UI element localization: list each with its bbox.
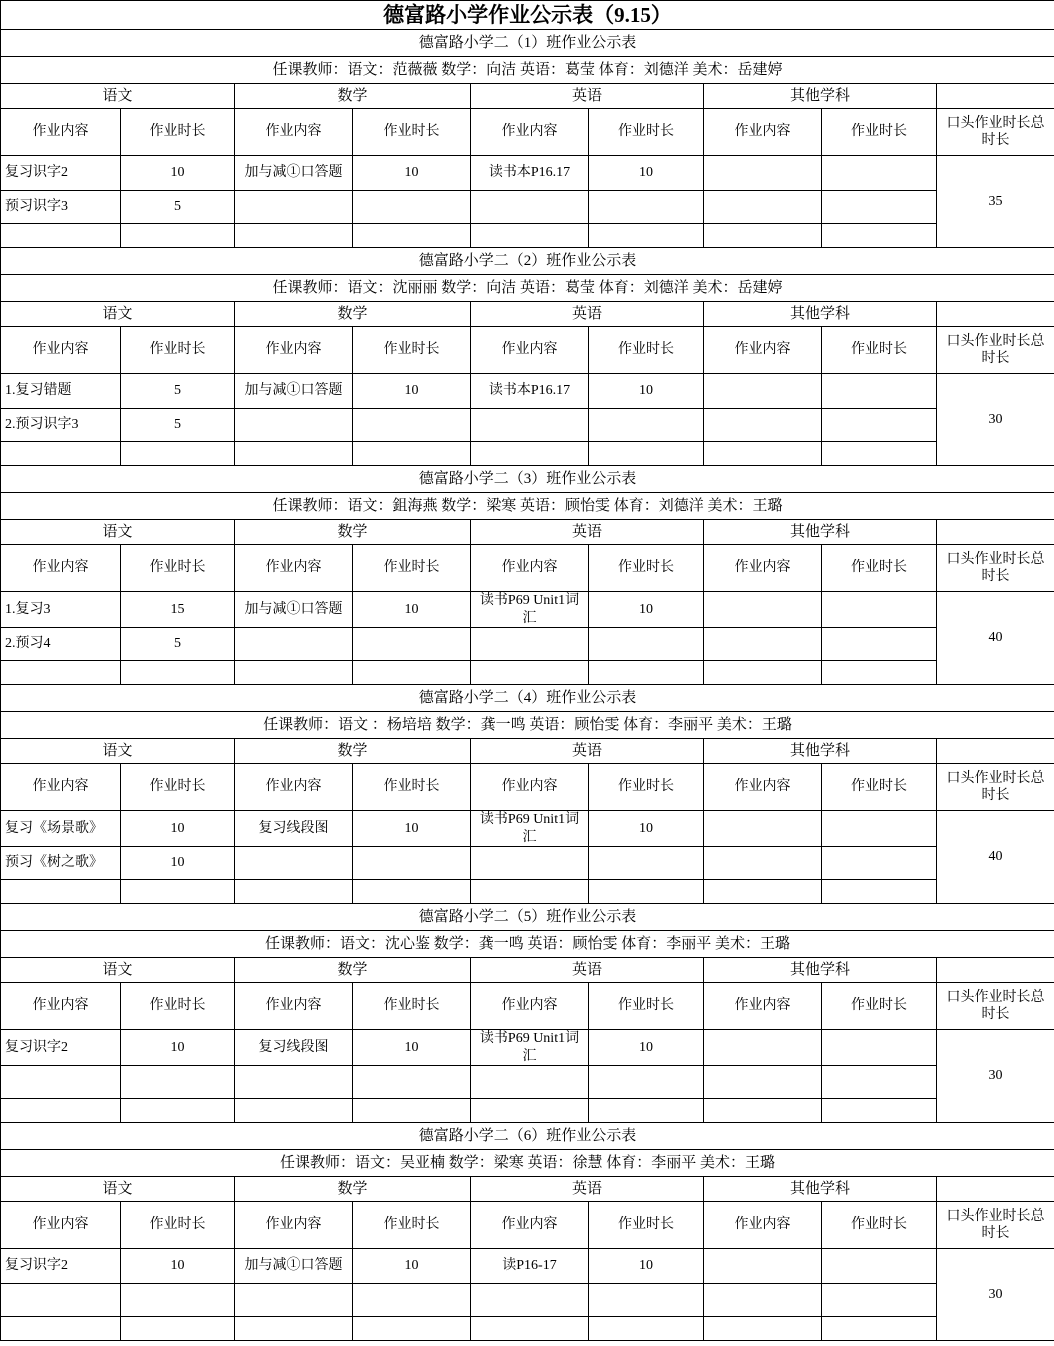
other-content-cell <box>704 628 822 661</box>
section-teachers: 任课教师：语文：范薇薇 数学：向洁 英语：葛莹 体育：刘德洋 美术：岳建婷 <box>1 57 1054 84</box>
section-teachers-row <box>1 931 1054 958</box>
chinese-duration-cell <box>121 1317 235 1341</box>
subject-header-math: 数学 <box>235 1177 471 1202</box>
chinese-content-cell <box>1 1099 121 1123</box>
section-teachers-row <box>1 275 1054 302</box>
subject-header-math: 数学 <box>235 958 471 983</box>
chinese-duration-cell <box>121 1284 235 1317</box>
math-content-header: 作业内容 <box>235 327 353 374</box>
english-content-header: 作业内容 <box>471 545 589 592</box>
chinese-duration-cell: 10 <box>121 156 235 191</box>
chinese-duration-cell <box>121 661 235 685</box>
other-duration-cell <box>822 1099 937 1123</box>
other-content-header: 作业内容 <box>704 545 822 592</box>
subject-header-row <box>1 958 1054 983</box>
english-content-cell: 读书P69 Unit1词汇 <box>471 811 589 847</box>
english-content-header: 作业内容 <box>471 1202 589 1249</box>
section-teachers: 任课教师：语文：鉏海燕 数学：梁寒 英语：顾怡雯 体育：刘德洋 美术：王璐 <box>1 493 1054 520</box>
other-duration-cell <box>822 409 937 442</box>
english-content-cell: 读书P69 Unit1词汇 <box>471 592 589 628</box>
chinese-duration-cell: 5 <box>121 628 235 661</box>
english-content-cell <box>471 1284 589 1317</box>
math-duration-cell <box>353 224 471 248</box>
chinese-content-header: 作业内容 <box>1 764 121 811</box>
math-content-cell <box>235 442 353 466</box>
math-duration-cell <box>353 191 471 224</box>
other-content-header: 作业内容 <box>704 983 822 1030</box>
chinese-duration-cell: 10 <box>121 811 235 847</box>
chinese-duration-cell <box>121 1099 235 1123</box>
other-duration-cell <box>822 1066 937 1099</box>
chinese-content-cell: 2.预习4 <box>1 628 121 661</box>
other-duration-cell <box>822 442 937 466</box>
subject-header-other: 其他学科 <box>704 739 937 764</box>
homework-row <box>1 628 1054 661</box>
math-content-cell <box>235 191 353 224</box>
other-duration-cell <box>822 156 937 191</box>
homework-row <box>1 191 1054 224</box>
chinese-content-header: 作业内容 <box>1 109 121 156</box>
english-duration-cell: 10 <box>589 1249 704 1284</box>
english-content-cell <box>471 628 589 661</box>
math-content-cell <box>235 409 353 442</box>
subject-header-chinese: 语文 <box>1 1177 235 1202</box>
math-content-header: 作业内容 <box>235 109 353 156</box>
chinese-duration-cell: 10 <box>121 1030 235 1066</box>
math-duration-header: 作业时长 <box>353 764 471 811</box>
math-content-cell <box>235 1284 353 1317</box>
other-content-cell <box>704 1066 822 1099</box>
english-duration-header: 作业时长 <box>589 983 704 1030</box>
english-duration-cell <box>589 442 704 466</box>
class-section <box>1 248 1054 466</box>
chinese-content-cell <box>1 880 121 904</box>
chinese-duration-cell: 10 <box>121 1249 235 1284</box>
english-duration-cell <box>589 661 704 685</box>
section-title: 德富路小学二（4）班作业公示表 <box>1 685 1054 712</box>
section-title-row <box>1 30 1054 57</box>
section-title-row <box>1 466 1054 493</box>
math-content-cell <box>235 661 353 685</box>
math-content-header: 作业内容 <box>235 545 353 592</box>
other-duration-cell <box>822 847 937 880</box>
english-content-cell <box>471 847 589 880</box>
other-content-cell <box>704 661 822 685</box>
math-content-cell: 加与减①口答题 <box>235 1249 353 1284</box>
chinese-duration-cell: 5 <box>121 374 235 409</box>
chinese-content-cell: 预习识字3 <box>1 191 121 224</box>
oral-total-header: 口头作业时长总时长 <box>937 327 1054 374</box>
chinese-content-cell: 复习识字2 <box>1 1249 121 1284</box>
math-duration-cell <box>353 1317 471 1341</box>
math-duration-header: 作业时长 <box>353 983 471 1030</box>
class-section <box>1 1123 1054 1341</box>
homework-row <box>1 1030 1054 1066</box>
oral-total-header: 口头作业时长总时长 <box>937 983 1054 1030</box>
math-duration-cell <box>353 1066 471 1099</box>
chinese-content-cell <box>1 1317 121 1341</box>
homework-row <box>1 224 1054 248</box>
english-content-cell: 读书本P16.17 <box>471 156 589 191</box>
subject-header-empty <box>937 520 1054 545</box>
section-teachers-row <box>1 493 1054 520</box>
math-content-cell: 加与减①口答题 <box>235 374 353 409</box>
other-content-cell <box>704 224 822 248</box>
oral-total-value: 40 <box>937 592 1054 685</box>
subject-header-english: 英语 <box>471 739 704 764</box>
math-content-cell: 加与减①口答题 <box>235 156 353 191</box>
math-duration-header: 作业时长 <box>353 109 471 156</box>
subject-header-math: 数学 <box>235 520 471 545</box>
other-duration-header: 作业时长 <box>822 764 937 811</box>
class-section <box>1 685 1054 904</box>
english-content-cell <box>471 880 589 904</box>
english-duration-cell <box>589 880 704 904</box>
other-content-cell <box>704 191 822 224</box>
math-content-cell <box>235 1099 353 1123</box>
subject-header-row <box>1 520 1054 545</box>
chinese-content-cell <box>1 1284 121 1317</box>
column-header-row <box>1 983 1054 1030</box>
column-header-row <box>1 545 1054 592</box>
subject-header-other: 其他学科 <box>704 1177 937 1202</box>
chinese-content-cell <box>1 224 121 248</box>
english-duration-header: 作业时长 <box>589 545 704 592</box>
math-content-cell <box>235 880 353 904</box>
other-duration-cell <box>822 1284 937 1317</box>
subject-header-english: 英语 <box>471 1177 704 1202</box>
subject-header-chinese: 语文 <box>1 302 235 327</box>
chinese-content-cell: 复习《场景歌》 <box>1 811 121 847</box>
chinese-duration-cell <box>121 224 235 248</box>
oral-total-value: 35 <box>937 156 1054 248</box>
section-teachers-row <box>1 712 1054 739</box>
other-content-cell <box>704 847 822 880</box>
other-duration-cell <box>822 661 937 685</box>
other-content-header: 作业内容 <box>704 764 822 811</box>
english-content-cell <box>471 224 589 248</box>
section-title: 德富路小学二（6）班作业公示表 <box>1 1123 1054 1150</box>
subject-header-math: 数学 <box>235 739 471 764</box>
homework-row <box>1 1249 1054 1284</box>
chinese-content-header: 作业内容 <box>1 545 121 592</box>
other-content-cell <box>704 1099 822 1123</box>
oral-total-header: 口头作业时长总时长 <box>937 764 1054 811</box>
section-title: 德富路小学二（3）班作业公示表 <box>1 466 1054 493</box>
section-title: 德富路小学二（2）班作业公示表 <box>1 248 1054 275</box>
other-content-cell <box>704 409 822 442</box>
section-title-row <box>1 904 1054 931</box>
column-header-row <box>1 327 1054 374</box>
chinese-duration-cell: 5 <box>121 191 235 224</box>
main-title-row <box>1 1 1054 30</box>
column-header-row <box>1 1202 1054 1249</box>
other-content-header: 作业内容 <box>704 327 822 374</box>
subject-header-english: 英语 <box>471 520 704 545</box>
math-duration-cell <box>353 661 471 685</box>
homework-row <box>1 156 1054 191</box>
section-title-row <box>1 1123 1054 1150</box>
oral-total-value: 40 <box>937 811 1054 904</box>
math-content-header: 作业内容 <box>235 1202 353 1249</box>
chinese-content-header: 作业内容 <box>1 983 121 1030</box>
english-duration-header: 作业时长 <box>589 1202 704 1249</box>
english-duration-cell: 10 <box>589 1030 704 1066</box>
class-section <box>1 30 1054 248</box>
math-duration-cell <box>353 847 471 880</box>
section-teachers: 任课教师：语文 ：杨培培 数学：龚一鸣 英语：顾怡雯 体育：李丽平 美术：王璐 <box>1 712 1054 739</box>
subject-header-chinese: 语文 <box>1 739 235 764</box>
math-duration-cell <box>353 442 471 466</box>
english-duration-cell: 10 <box>589 811 704 847</box>
section-title-row <box>1 685 1054 712</box>
math-duration-header: 作业时长 <box>353 545 471 592</box>
subject-header-empty <box>937 1177 1054 1202</box>
chinese-duration-cell: 15 <box>121 592 235 628</box>
english-content-cell: 读P16-17 <box>471 1249 589 1284</box>
other-duration-header: 作业时长 <box>822 1202 937 1249</box>
oral-total-header: 口头作业时长总时长 <box>937 1202 1054 1249</box>
other-content-cell <box>704 880 822 904</box>
subject-header-row <box>1 84 1054 109</box>
homework-row <box>1 374 1054 409</box>
subject-header-empty <box>937 958 1054 983</box>
other-content-cell <box>704 1249 822 1284</box>
other-content-cell <box>704 156 822 191</box>
english-duration-cell <box>589 847 704 880</box>
oral-total-header: 口头作业时长总时长 <box>937 109 1054 156</box>
subject-header-math: 数学 <box>235 84 471 109</box>
english-content-cell <box>471 409 589 442</box>
other-duration-header: 作业时长 <box>822 983 937 1030</box>
subject-header-english: 英语 <box>471 958 704 983</box>
other-duration-cell <box>822 1317 937 1341</box>
math-duration-cell <box>353 880 471 904</box>
english-content-cell <box>471 1066 589 1099</box>
chinese-content-header: 作业内容 <box>1 327 121 374</box>
chinese-duration-cell: 10 <box>121 847 235 880</box>
homework-row <box>1 661 1054 685</box>
other-duration-cell <box>822 1030 937 1066</box>
english-content-header: 作业内容 <box>471 983 589 1030</box>
english-duration-cell <box>589 409 704 442</box>
math-duration-cell: 10 <box>353 811 471 847</box>
chinese-content-cell: 1.复习3 <box>1 592 121 628</box>
subject-header-english: 英语 <box>471 302 704 327</box>
chinese-content-cell: 复习识字2 <box>1 1030 121 1066</box>
math-content-cell: 加与减①口答题 <box>235 592 353 628</box>
other-content-header: 作业内容 <box>704 1202 822 1249</box>
section-teachers-row <box>1 57 1054 84</box>
math-content-cell <box>235 1317 353 1341</box>
homework-row <box>1 409 1054 442</box>
subject-header-row <box>1 302 1054 327</box>
english-duration-cell <box>589 1317 704 1341</box>
english-duration-cell <box>589 1284 704 1317</box>
english-content-cell <box>471 1317 589 1341</box>
math-duration-cell: 10 <box>353 156 471 191</box>
section-teachers: 任课教师：语文：沈心鉴 数学：龚一鸣 英语：顾怡雯 体育：李丽平 美术：王璐 <box>1 931 1054 958</box>
english-duration-cell <box>589 224 704 248</box>
chinese-content-cell <box>1 661 121 685</box>
chinese-duration-cell <box>121 442 235 466</box>
math-duration-header: 作业时长 <box>353 1202 471 1249</box>
english-duration-cell <box>589 628 704 661</box>
math-duration-cell <box>353 409 471 442</box>
subject-header-chinese: 语文 <box>1 958 235 983</box>
section-teachers-row <box>1 1150 1054 1177</box>
math-duration-cell: 10 <box>353 1030 471 1066</box>
subject-header-empty <box>937 302 1054 327</box>
chinese-duration-cell <box>121 1066 235 1099</box>
other-duration-cell <box>822 224 937 248</box>
english-duration-header: 作业时长 <box>589 327 704 374</box>
other-duration-cell <box>822 191 937 224</box>
chinese-duration-header: 作业时长 <box>121 983 235 1030</box>
math-duration-cell <box>353 628 471 661</box>
chinese-content-cell: 复习识字2 <box>1 156 121 191</box>
chinese-duration-cell <box>121 880 235 904</box>
math-duration-cell: 10 <box>353 374 471 409</box>
math-content-cell <box>235 224 353 248</box>
other-duration-cell <box>822 880 937 904</box>
other-content-cell <box>704 374 822 409</box>
other-duration-header: 作业时长 <box>822 327 937 374</box>
chinese-duration-header: 作业时长 <box>121 545 235 592</box>
english-duration-cell: 10 <box>589 156 704 191</box>
math-duration-cell <box>353 1099 471 1123</box>
english-duration-header: 作业时长 <box>589 764 704 811</box>
other-duration-header: 作业时长 <box>822 545 937 592</box>
section-title: 德富路小学二（1）班作业公示表 <box>1 30 1054 57</box>
homework-row <box>1 1066 1054 1099</box>
subject-header-empty <box>937 84 1054 109</box>
homework-row <box>1 847 1054 880</box>
math-duration-cell: 10 <box>353 1249 471 1284</box>
math-duration-cell <box>353 1284 471 1317</box>
other-content-cell <box>704 1030 822 1066</box>
chinese-duration-header: 作业时长 <box>121 1202 235 1249</box>
subject-header-row <box>1 1177 1054 1202</box>
english-content-cell: 读书P69 Unit1词汇 <box>471 1030 589 1066</box>
english-duration-cell: 10 <box>589 592 704 628</box>
subject-header-chinese: 语文 <box>1 84 235 109</box>
math-content-cell <box>235 1066 353 1099</box>
section-title: 德富路小学二（5）班作业公示表 <box>1 904 1054 931</box>
other-content-cell <box>704 1317 822 1341</box>
english-duration-header: 作业时长 <box>589 109 704 156</box>
chinese-content-header: 作业内容 <box>1 1202 121 1249</box>
subject-header-math: 数学 <box>235 302 471 327</box>
chinese-content-cell: 预习《树之歌》 <box>1 847 121 880</box>
homework-row <box>1 1284 1054 1317</box>
english-duration-cell <box>589 1099 704 1123</box>
chinese-duration-header: 作业时长 <box>121 327 235 374</box>
subject-header-other: 其他学科 <box>704 302 937 327</box>
other-duration-cell <box>822 1249 937 1284</box>
homework-row <box>1 880 1054 904</box>
math-content-header: 作业内容 <box>235 764 353 811</box>
english-duration-cell <box>589 1066 704 1099</box>
oral-total-header: 口头作业时长总时长 <box>937 545 1054 592</box>
subject-header-empty <box>937 739 1054 764</box>
chinese-content-cell: 1.复习错题 <box>1 374 121 409</box>
other-content-cell <box>704 592 822 628</box>
english-content-header: 作业内容 <box>471 109 589 156</box>
chinese-duration-header: 作业时长 <box>121 109 235 156</box>
homework-row <box>1 442 1054 466</box>
subject-header-other: 其他学科 <box>704 958 937 983</box>
other-content-cell <box>704 811 822 847</box>
math-content-cell <box>235 628 353 661</box>
math-content-cell: 复习线段图 <box>235 811 353 847</box>
chinese-content-cell <box>1 1066 121 1099</box>
page-title: 德富路小学作业公示表（9.15） <box>1 1 1054 30</box>
math-duration-cell: 10 <box>353 592 471 628</box>
other-content-cell <box>704 1284 822 1317</box>
chinese-content-cell: 2.预习识字3 <box>1 409 121 442</box>
english-content-cell <box>471 1099 589 1123</box>
column-header-row <box>1 764 1054 811</box>
subject-header-chinese: 语文 <box>1 520 235 545</box>
homework-row <box>1 811 1054 847</box>
oral-total-value: 30 <box>937 1249 1054 1341</box>
main-title-block <box>1 1 1054 30</box>
other-content-cell <box>704 442 822 466</box>
math-content-cell: 复习线段图 <box>235 1030 353 1066</box>
section-teachers: 任课教师：语文：沈丽丽 数学：向洁 英语：葛莹 体育：刘德洋 美术：岳建婷 <box>1 275 1054 302</box>
other-content-header: 作业内容 <box>704 109 822 156</box>
section-teachers: 任课教师：语文：吴亚楠 数学：梁寒 英语：徐慧 体育：李丽平 美术：王璐 <box>1 1150 1054 1177</box>
other-duration-cell <box>822 811 937 847</box>
chinese-duration-header: 作业时长 <box>121 764 235 811</box>
math-content-header: 作业内容 <box>235 983 353 1030</box>
section-title-row <box>1 248 1054 275</box>
other-duration-cell <box>822 374 937 409</box>
english-duration-cell: 10 <box>589 374 704 409</box>
homework-row <box>1 592 1054 628</box>
math-duration-header: 作业时长 <box>353 327 471 374</box>
oral-total-value: 30 <box>937 1030 1054 1123</box>
english-content-cell <box>471 661 589 685</box>
subject-header-other: 其他学科 <box>704 520 937 545</box>
class-section <box>1 904 1054 1123</box>
chinese-duration-cell: 5 <box>121 409 235 442</box>
homework-row <box>1 1317 1054 1341</box>
english-duration-cell <box>589 191 704 224</box>
subject-header-row <box>1 739 1054 764</box>
column-header-row <box>1 109 1054 156</box>
english-content-cell <box>471 191 589 224</box>
homework-row <box>1 1099 1054 1123</box>
other-duration-cell <box>822 592 937 628</box>
other-duration-cell <box>822 628 937 661</box>
class-section <box>1 466 1054 685</box>
english-content-cell: 读书本P16.17 <box>471 374 589 409</box>
math-content-cell <box>235 847 353 880</box>
english-content-header: 作业内容 <box>471 764 589 811</box>
english-content-cell <box>471 442 589 466</box>
subject-header-other: 其他学科 <box>704 84 937 109</box>
other-duration-header: 作业时长 <box>822 109 937 156</box>
chinese-content-cell <box>1 442 121 466</box>
oral-total-value: 30 <box>937 374 1054 466</box>
subject-header-english: 英语 <box>471 84 704 109</box>
english-content-header: 作业内容 <box>471 327 589 374</box>
